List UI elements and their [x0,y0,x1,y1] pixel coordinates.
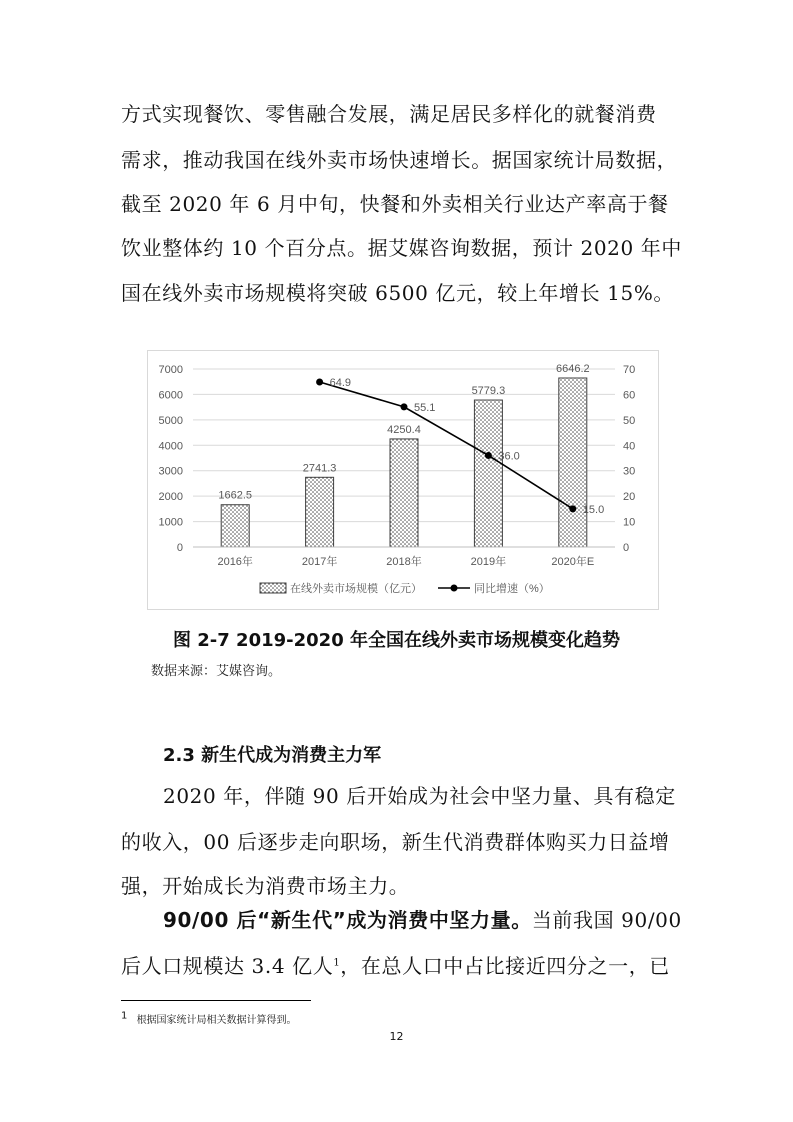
growth-value-label: 36.0 [498,450,520,463]
y-right-tick-label: 20 [623,491,636,504]
paragraph-text: ，在总人口中占比接近四分之一，已 [340,954,670,978]
figure-source: 数据来源：艾媒咨询。 [151,664,282,679]
paragraph-line: 强，开始成长为消费市场主力。 [121,874,410,898]
legend-bar-swatch [260,583,286,593]
y-right-tick-label: 60 [623,389,636,402]
bar [390,439,418,547]
y-right-tick-label: 10 [623,516,636,529]
growth-value-label: 64.9 [329,376,352,389]
y-right-tick-label: 30 [623,465,636,478]
growth-point [401,403,408,410]
paragraph-line: 国在线外卖市场规模将突破 6500 亿元，较上年增长 15%。 [121,281,675,305]
y-left-tick-label: 3000 [158,465,183,478]
x-tick-label: 2017年 [301,556,338,568]
paragraph-text: 后人口规模达 3.4 亿人 [121,954,334,978]
paragraph-line [121,952,670,980]
footnote-reference[interactable]: 1 [333,957,341,969]
growth-value-label: 55.1 [414,401,436,414]
y-left-tick-label: 5000 [158,414,183,427]
bar [559,378,587,547]
paragraph-line: 的收入，00 后逐步走向职场，新生代消费群体购买力日益增 [121,830,670,854]
bold-lead-sentence: 90/00 后“新生代”成为消费中坚力量。 [163,908,532,932]
growth-point [569,505,576,512]
bar-value-label: 6646.2 [555,362,590,375]
paragraph-line: 饮业整体约 10 个百分点。据艾媒咨询数据，预计 2020 年中 [121,236,682,260]
y-left-tick-label: 7000 [158,364,183,376]
bar-value-label: 2741.3 [302,462,337,475]
y-left-tick-label: 4000 [158,440,183,453]
x-tick-label: 2019年 [470,556,507,568]
bar-value-label: 5779.3 [471,385,506,398]
bar-value-label: 1662.5 [218,489,253,502]
x-tick-label: 2020年E [551,556,595,568]
paragraph-text: 当前我国 90/00 [531,908,682,932]
bar [306,477,334,547]
paragraph-line: 截至 2020 年 6 月中旬，快餐和外卖相关行业达产率高于餐 [121,192,669,216]
bar [221,505,249,547]
section-heading: 2.3 新生代成为消费主力军 [163,745,382,766]
bar [474,400,502,547]
growth-point [316,378,323,385]
y-right-tick-label: 70 [623,364,636,376]
footnote-mark: 1 [121,1010,128,1022]
y-left-tick-label: 6000 [158,389,183,402]
y-right-tick-label: 50 [623,414,636,427]
paragraph-line: 需求，推动我国在线外卖市场快速增长。据国家统计局数据， [121,148,678,172]
y-left-tick-label: 1000 [158,516,183,529]
footnote-text: 根据国家统计局相关数据计算得到。 [136,1015,297,1026]
growth-value-label: 15.0 [582,503,605,516]
paragraph-line: 方式实现餐饮、零售融合发展，满足居民多样化的就餐消费 [121,102,657,126]
figure-caption: 图 2-7 2019-2020 年全国在线外卖市场规模变化趋势 [173,630,620,651]
x-tick-label: 2016年 [217,556,253,568]
bar-value-label: 4250.4 [387,423,421,436]
y-left-tick-label: 0 [176,542,183,554]
paragraph-line [163,906,682,934]
footnote-divider [121,1000,311,1001]
page-number: 12 [389,1030,404,1043]
paragraph-line: 2020 年，伴随 90 后开始成为社会中坚力量、具有稳定 [163,784,676,808]
growth-point [485,452,492,459]
y-right-tick-label: 0 [623,542,630,554]
legend-line-marker [451,585,458,592]
market-size-chart [148,351,658,609]
x-tick-label: 2018年 [386,556,422,568]
y-left-tick-label: 2000 [158,491,183,504]
y-right-tick-label: 40 [623,440,636,453]
legend-line-label: 同比增速（%） [474,583,550,595]
legend-bar-label: 在线外卖市场规模（亿元） [290,583,422,595]
footnote [121,1011,297,1026]
chart-frame [147,350,659,610]
